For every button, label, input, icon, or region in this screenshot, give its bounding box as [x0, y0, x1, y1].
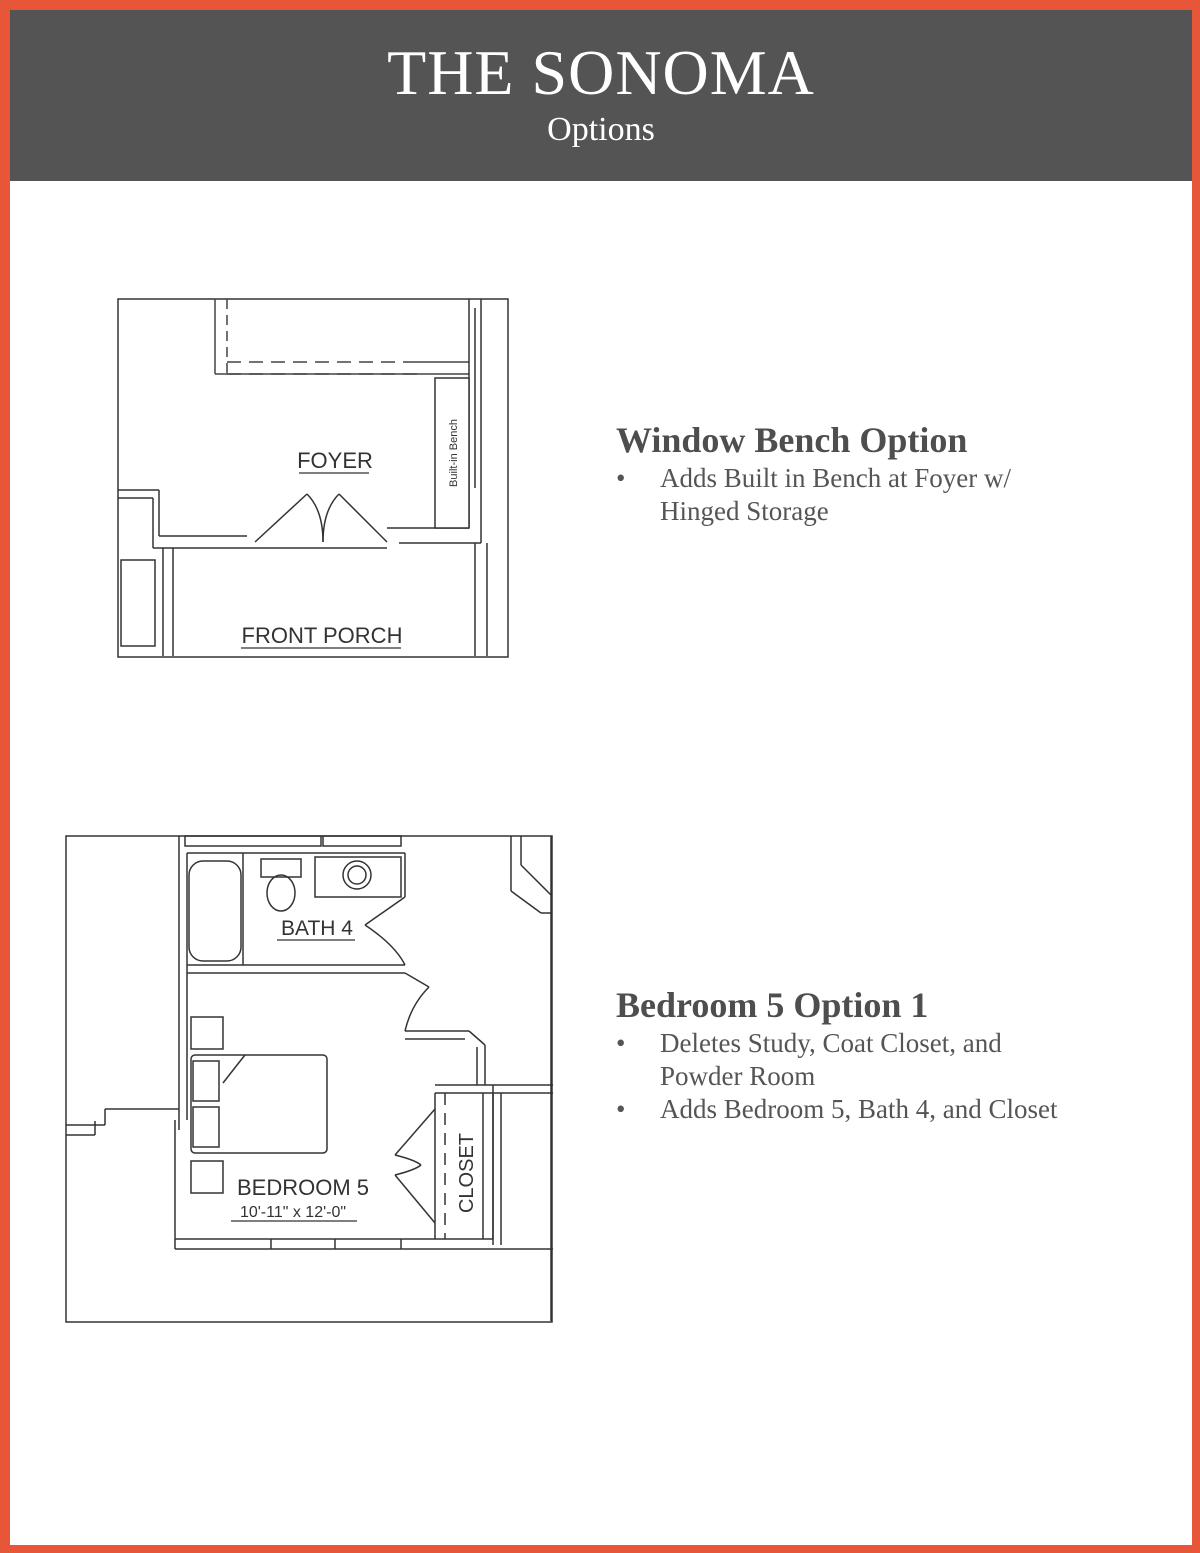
option-bullet: [616, 1027, 1086, 1093]
bedroom5-plan-drawing: [65, 835, 553, 1323]
foyer-floor-plan: [117, 298, 509, 658]
bedroom5-floor-plan: [65, 835, 553, 1323]
bench-label: Built-in Bench: [448, 419, 460, 487]
bedroom-dimensions: 10'-11" x 12'-0": [239, 1204, 347, 1221]
closet-label: CLOSET: [456, 1132, 478, 1214]
bullet-glyph: •: [616, 463, 626, 493]
option-title: Window Bench Option: [616, 420, 968, 460]
page: [10, 10, 1192, 1545]
porch-label: FRONT PORCH: [241, 623, 403, 648]
bath-label: BATH 4: [281, 917, 353, 940]
option-title: Bedroom 5 Option 1: [616, 985, 929, 1025]
option-bullet-text: Adds Built in Bench at Foyer w/ Hinged Storage: [660, 463, 1011, 526]
option-bullet: [616, 1093, 1086, 1126]
foyer-label: FOYER: [297, 448, 373, 473]
option-bullet-text: Adds Bedroom 5, Bath 4, and Closet: [660, 1094, 1058, 1124]
bullet-glyph: •: [616, 1028, 626, 1058]
page-title: THE SONOMA: [387, 37, 815, 108]
page-subtitle: Options: [547, 111, 655, 148]
header-banner: [10, 10, 1192, 181]
bullet-glyph: •: [616, 1094, 626, 1124]
option-bullet: [616, 462, 1086, 528]
option-window-bench: [616, 420, 1086, 528]
option-bedroom5: [616, 985, 1086, 1126]
option-bullet-text: Deletes Study, Coat Closet, and Powder Room: [660, 1028, 1002, 1091]
bedroom-label: BEDROOM 5: [236, 1175, 370, 1200]
foyer-plan-drawing: [117, 298, 509, 658]
